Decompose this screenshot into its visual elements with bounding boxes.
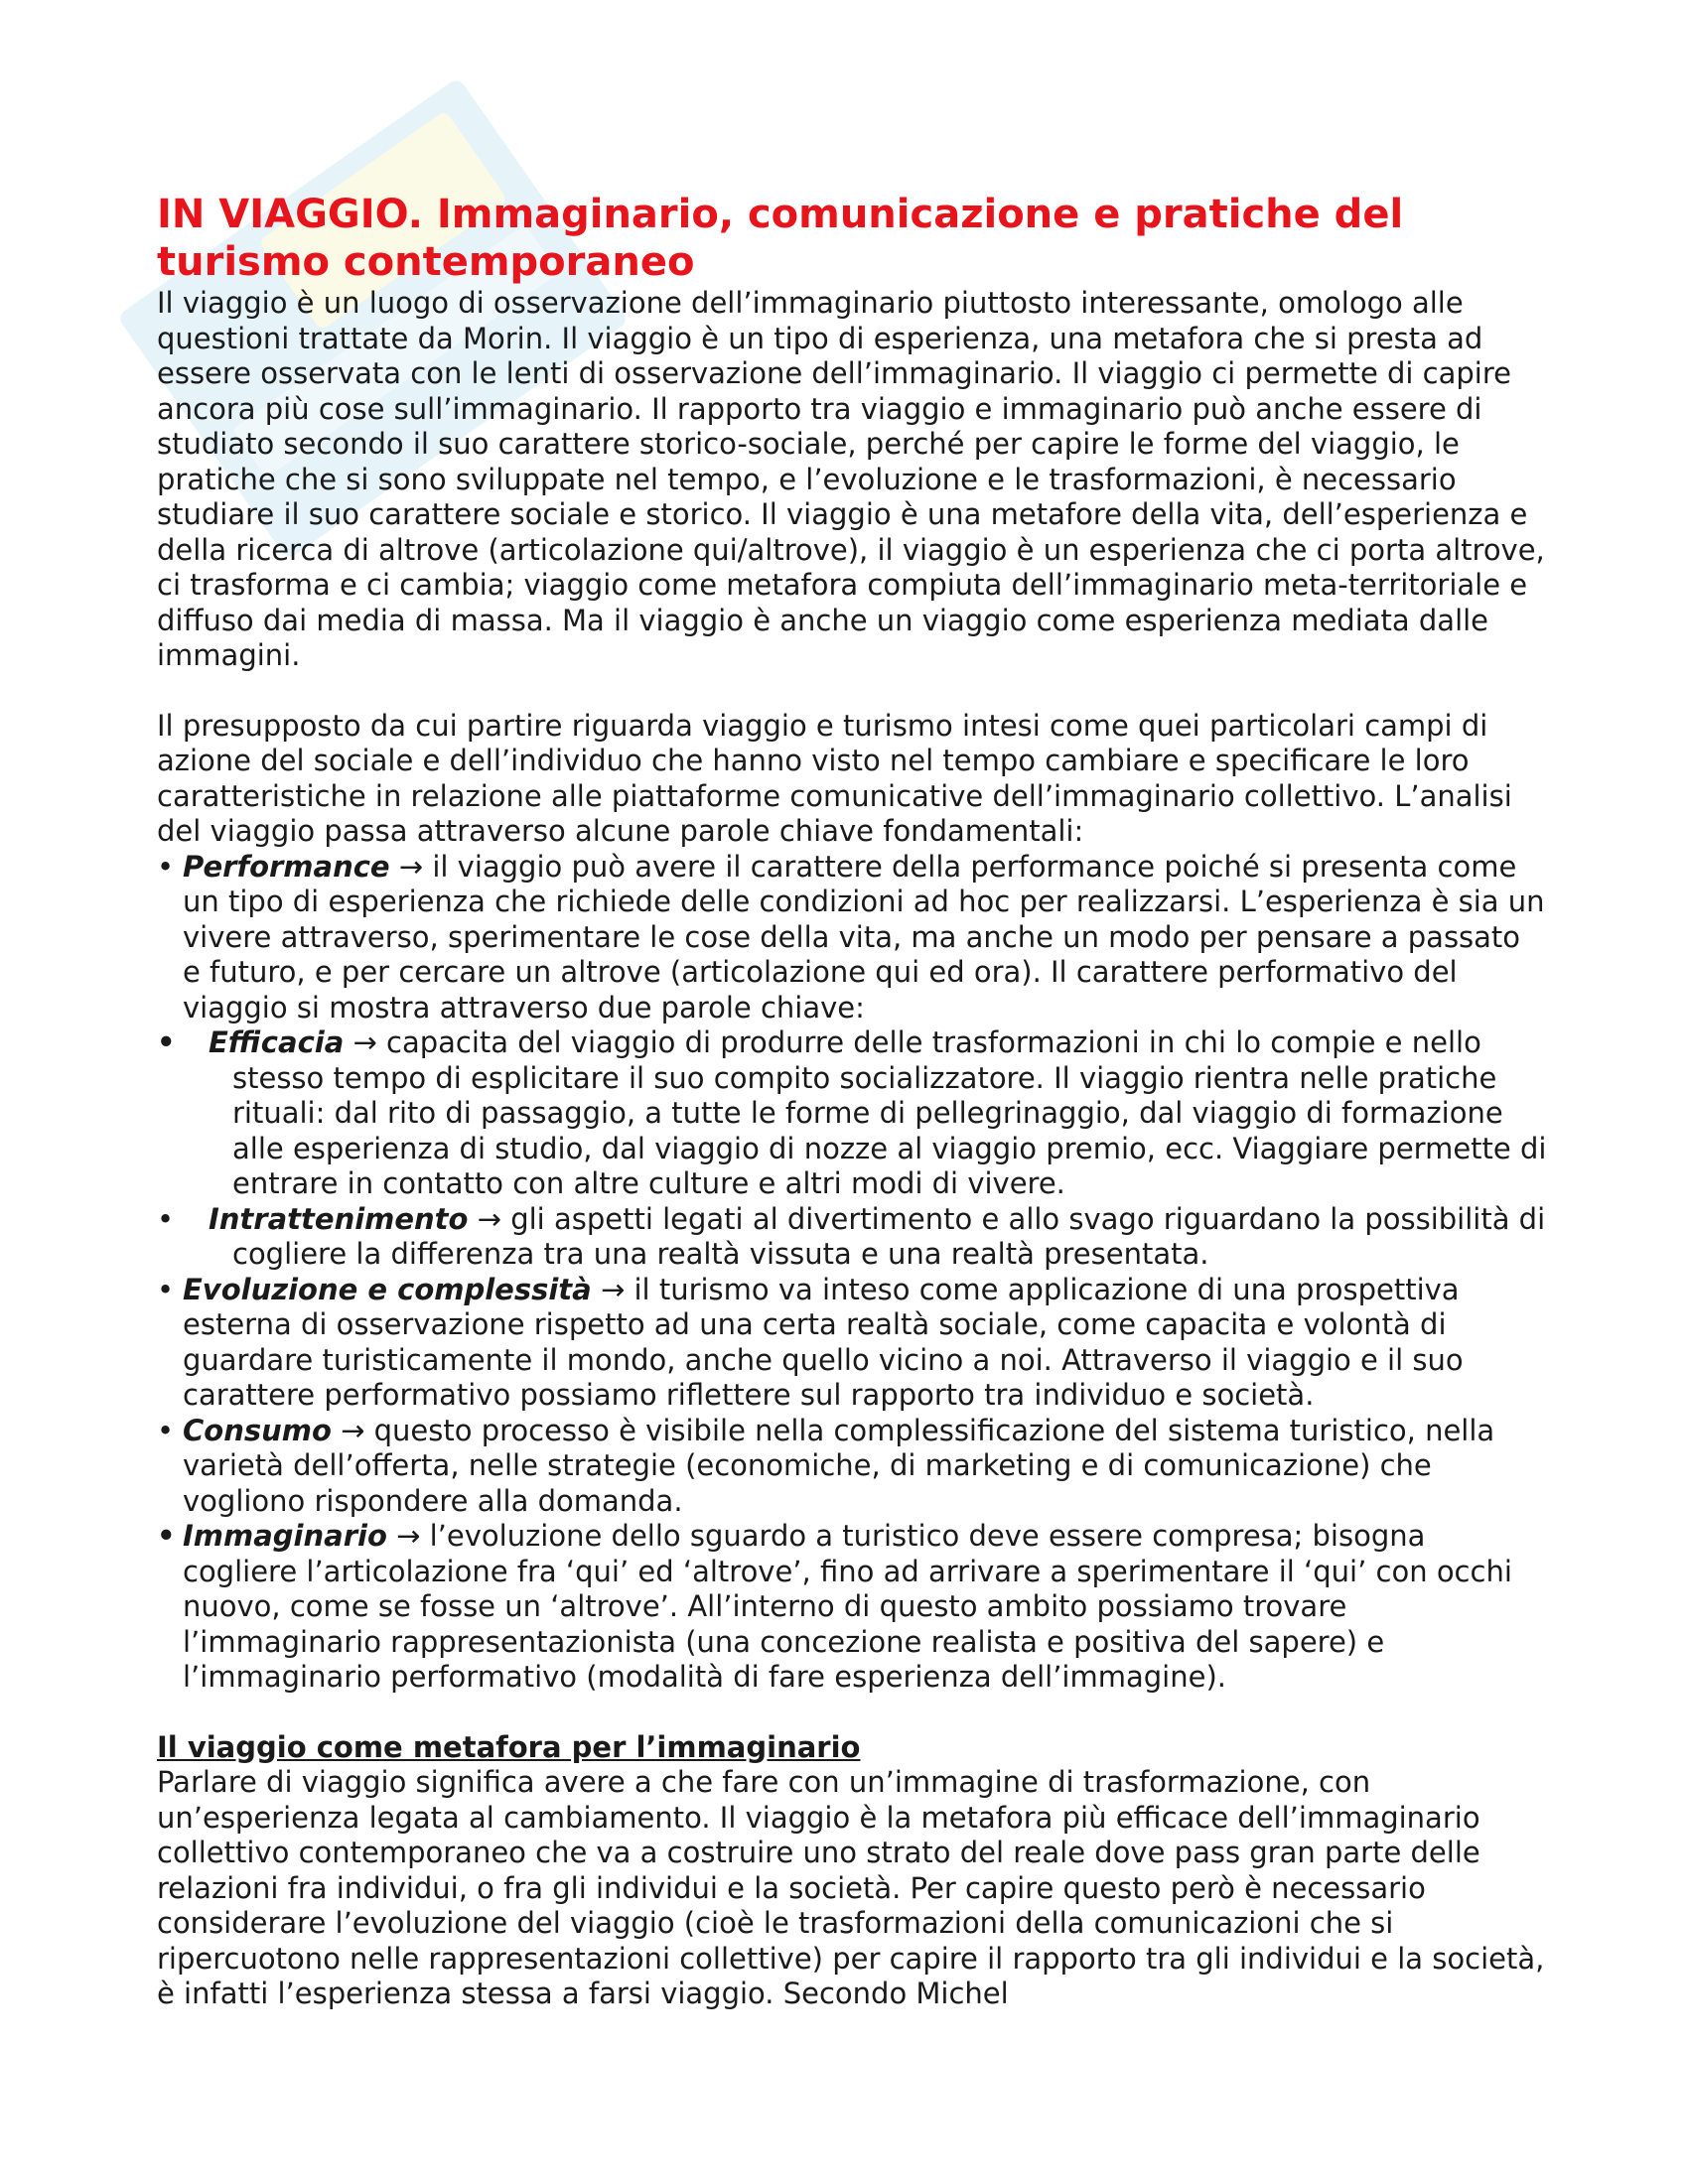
keyword-term: Consumo [183,1413,332,1447]
keyword-text: → questo processo è visibile nella complessificazione del sistema turistico, nella varietà dell’offerta, nelle strategie (economiche, di marketing e di comunicazione) che vogliono rispondere alla domanda. [183,1413,1495,1518]
keyword-term: Immaginario [183,1519,387,1553]
keyword-term: Intrattenimento [209,1201,469,1236]
section-heading: Il viaggio come metafora per l’immaginario [157,1729,861,1764]
keyword-intrattenimento [157,1202,1547,1273]
keyword-list-continued [157,1273,1547,1696]
premise-paragraph: Il presupposto da cui partire riguarda viaggio e turismo intesi come quei particolari campi di azione del sociale e dell’individuo che hanno visto nel tempo cambiare e specificare le loro caratteristiche in relazione alle piattaforme comunicative dell’immaginario collettivo. L’analisi del viaggio passa attraverso alcune parole chiave fondamentali: [157,708,1512,848]
keyword-text: → il turismo va inteso come applicazione di una prospettiva esterna di osservazione rispetto ad una certa realtà sociale, come capacita e volontà di guardare turisticamente il mondo, anche quello vicino a noi. Attraverso il viaggio e il suo carattere performativo possiamo riflettere sul rapporto tra individuo e società. [183,1272,1464,1412]
keyword-list [157,850,1547,1026]
keyword-text: → l’evoluzione dello sguardo a turistico deve essere compresa; bisogna cogliere l’articolazione fra ‘qui’ ed ‘altrove’, fino ad arrivare a sperimentare il ‘qui’ con occhi nuovo, come se fosse un ‘altrove’. All’interno di questo ambito possiamo trovare l’immaginario rappresentazionista (una concezione realista e positiva del sapere) e l’immaginario performativo (modalità di fare esperienza dell’immagine). [183,1519,1512,1694]
document-page [157,191,1547,2012]
document-title: IN VIAGGIO. Immaginario, comunicazione e pratiche del turismo contemporaneo [157,192,1404,285]
keyword-text: → gli aspetti legati al divertimento e allo svago riguardano la possibilità di cogliere la differenza tra una realtà vissuta e una realtà presentata. [232,1201,1546,1271]
keyword-evoluzione [157,1273,1547,1414]
keyword-consumo [157,1414,1547,1520]
keyword-efficacia [157,1025,1547,1202]
keyword-term: Performance [183,849,390,884]
intro-paragraph: Il viaggio è un luogo di osservazione dell’immaginario piuttosto interessante, omologo alle questioni trattate da Morin. Il viaggio è un tipo di esperienza, una metafora che si presta ad essere osservata con le lenti di osservazione dell’immaginario. Il viaggio ci permette di capire ancora più cose sull’immaginario. Il rapporto tra viaggio e immaginario può anche essere di studiato secondo il suo carattere storico-sociale, perché per capire le forme del viaggio, le pratiche che si sono sviluppate nel tempo, e l’evoluzione e le trasformazioni, è necessario studiare il suo carattere sociale e storico. Il viaggio è una metafore della vita, dell’esperienza e della ricerca di altrove (articolazione qui/altrove), il viaggio è un esperienza che ci porta altrove, ci trasforma e ci cambia; viaggio come metafora compiuta dell’immaginario meta-territoriale e diffuso dai media di massa. Ma il viaggio è anche un viaggio come esperienza mediata dalle immagini. [157,286,1545,672]
keyword-text: → il viaggio può avere il carattere della performance poiché si presenta come un tipo di esperienza che richiede delle condizioni ad hoc per realizzarsi. L’esperienza è sia un vivere attraverso, sperimentare le cose della vita, ma anche un modo per pensare a passato e futuro, e per cercare un altrove (articolazione qui ed ora). Il carattere performativo del viaggio si mostra attraverso due parole chiave: [183,849,1545,1024]
keyword-immaginario [157,1519,1547,1696]
keyword-text: → capacita del viaggio di produrre delle trasformazioni in chi lo compie e nello stesso tempo di esplicitare il suo compito socializzatore. Il viaggio rientra nelle pratiche rituali: dal rito di passaggio, a tutte le forme di pellegrinaggio, dal viaggio di formazione alle esperienza di studio, dal viaggio di nozze al viaggio premio, ecc. Viaggiare permette di entrare in contatto con altre culture e altri modi di vivere. [232,1025,1547,1200]
section-paragraph: Parlare di viaggio significa avere a che fare con un’immagine di trasformazione, con un’esperienza legata al cambiamento. Il viaggio è la metafora più efficace dell’immaginario collettivo contemporaneo che va a costruire uno strato del reale dove pass gran parte delle relazioni fra individui, o fra gli individui e la società. Per capire questo però è necessario considerare l’evoluzione del viaggio (cioè le trasformazioni della comunicazioni che si ripercuotono nelle rappresentazioni collettive) per capire il rapporto tra gli individui e la società, è infatti l’esperienza stessa a farsi viaggio. Secondo Michel [157,1765,1545,2010]
keyword-term: Efficacia [209,1025,345,1059]
keyword-performance [157,850,1547,1026]
performance-sublist [157,1025,1547,1273]
keyword-term: Evoluzione e complessità [183,1272,592,1306]
